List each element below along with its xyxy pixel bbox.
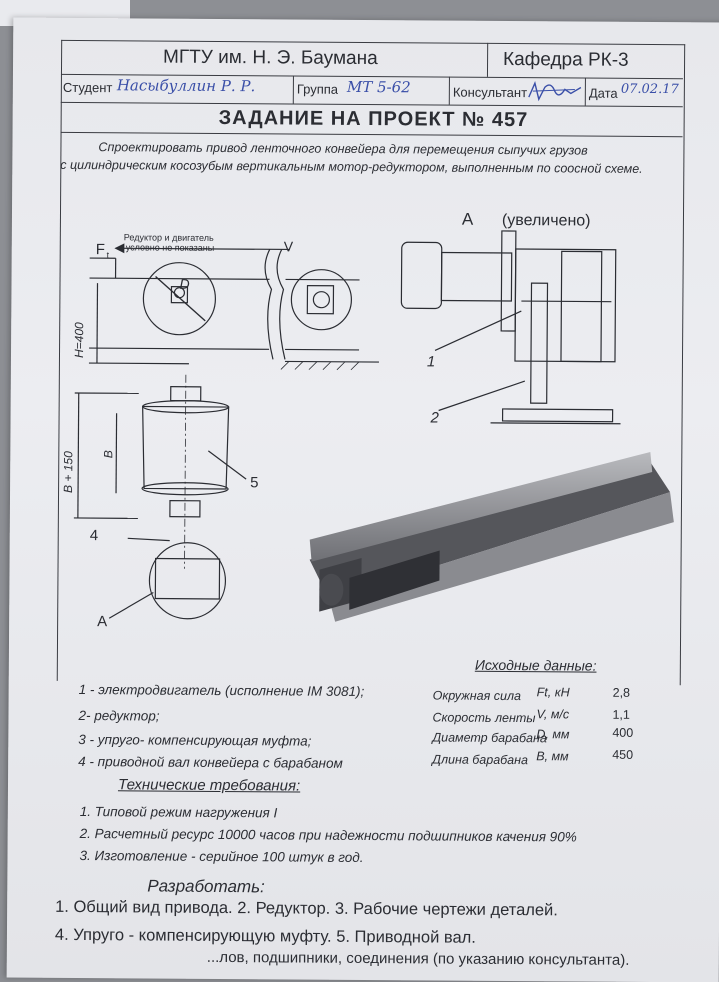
source-row-2-name: Скорость ленты <box>432 710 535 725</box>
view-enlarged-label: (увеличено) <box>502 212 591 230</box>
source-row-4-symbol: B, мм <box>536 749 569 763</box>
group-vdivider <box>293 75 294 103</box>
callout-4: 4 <box>90 527 98 544</box>
tech-item-1: 1. Типовой режим нагружения I <box>80 804 278 820</box>
drawing-note-2: условно не показаны <box>126 242 215 253</box>
speed-symbol: V <box>284 238 294 254</box>
width-b-dimension: B <box>101 450 115 458</box>
force-symbol: F <box>96 241 105 258</box>
source-row-4-value: 450 <box>612 748 633 762</box>
assignment-sheet <box>7 18 719 982</box>
source-row-3-name: Диаметр барабана <box>432 730 547 745</box>
view-a-label: А <box>462 210 474 229</box>
tech-heading: Технические требования: <box>118 776 300 794</box>
reducer-view-drawing <box>390 190 682 432</box>
source-row-3-value: 400 <box>612 726 633 740</box>
student-value: Насыбуллин Р. Р. <box>117 76 256 95</box>
source-row-1-name: Окружная сила <box>433 688 521 703</box>
description-line-1: Спроектировать привод ленточного конвейера для перемещения сыпучих грузов <box>98 140 587 157</box>
source-row-2-value: 1,1 <box>612 708 629 722</box>
develop-heading: Разработать: <box>147 876 265 897</box>
callout-a: A <box>97 613 107 630</box>
consultant-vdivider <box>449 77 450 105</box>
source-row-2-symbol: V, м/с <box>536 707 569 721</box>
student-label: Студент <box>63 80 113 95</box>
source-data-heading: Исходные данные: <box>475 657 597 674</box>
source-row-3-symbol: D, мм <box>536 727 569 741</box>
develop-line-2: 4. Упруго - компенсирующую муфту. 5. Приводной вал. <box>55 926 476 948</box>
callout-5: 5 <box>250 474 258 491</box>
component-2: 2- редуктор; <box>78 708 159 724</box>
tech-item-2: 2. Расчетный ресурс 10000 часов при надежности подшипников качения 90% <box>80 826 577 844</box>
date-label: Дата <box>589 86 618 101</box>
develop-line-1: 1. Общий вид привода. 2. Редуктор. 3. Рабочие чертежи деталей. <box>55 898 558 921</box>
university-name: МГТУ им. Н. Э. Баумана <box>163 47 378 70</box>
component-3: 3 - упруго- компенсирующая муфта; <box>78 732 311 749</box>
description-line-2: с цилиндрическим косозубым вертикальным мотор-редуктором, выполненным по соосной схеме. <box>60 158 642 176</box>
date-value: 07.02.17 <box>621 82 679 97</box>
source-row-1-symbol: Ft, кН <box>537 685 570 699</box>
width-b150-dimension: B + 150 <box>61 451 75 493</box>
drawing-note-1: Редуктор и двигатель <box>124 232 214 243</box>
develop-line-3: ...лов, подшипники, соединения (по указанию консультанта). <box>207 949 630 969</box>
tech-item-3: 3. Изготовление - серийное 100 штук в год. <box>79 848 363 865</box>
consultant-label: Консультант <box>453 85 527 101</box>
source-row-1-value: 2,8 <box>613 686 630 700</box>
group-label: Группа <box>297 82 338 97</box>
department-name: Кафедра РК-3 <box>503 49 629 72</box>
force-subscript: t <box>107 250 110 260</box>
conveyor-illustration <box>289 449 690 642</box>
assignment-title: ЗАДАНИЕ НА ПРОЕКТ № 457 <box>219 107 529 132</box>
date-vdivider <box>585 78 586 106</box>
source-row-4-name: Длина барабана <box>432 752 528 767</box>
group-value: МТ 5-62 <box>347 78 411 96</box>
height-dimension: H=400 <box>72 322 86 358</box>
component-1: 1 - электродвигатель (исполнение IM 3081); <box>79 682 365 699</box>
callout-2: 2 <box>430 409 440 426</box>
component-4: 4 - приводной вал конвейера с барабаном <box>78 754 343 771</box>
consultant-signature <box>525 77 585 105</box>
callout-1: 1 <box>427 353 435 370</box>
diameter-symbol: D <box>179 276 189 292</box>
